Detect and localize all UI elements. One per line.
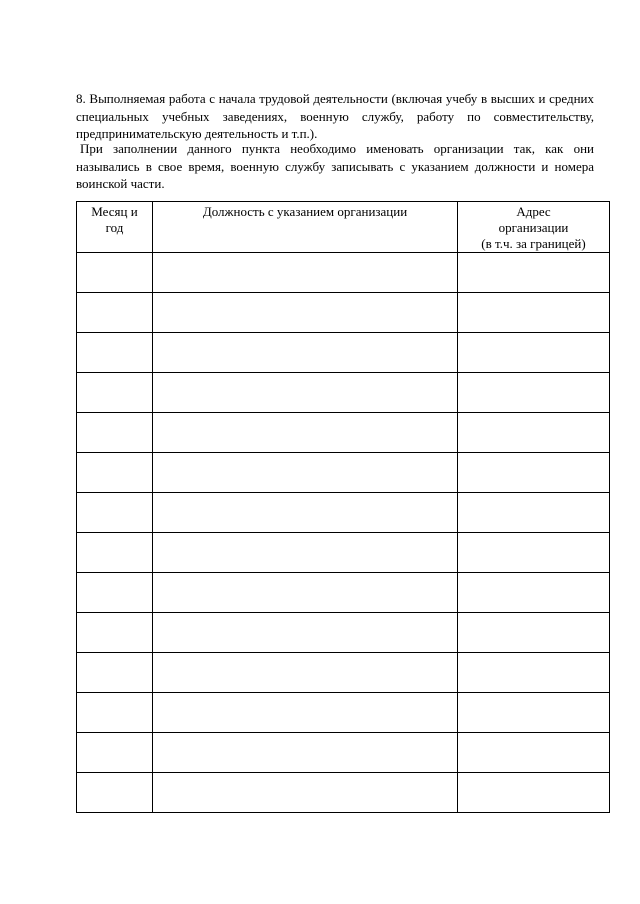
cell-address[interactable] xyxy=(458,293,610,333)
cell-position[interactable] xyxy=(153,653,458,693)
section-8-paragraph-1: 8. Выполняемая работа с начала трудовой деятельности (включая учебу в высших и средних специальных учебных заведениях, военную службу, работу по совместительству, предпринимательскую деятельность и т.п.). xyxy=(76,91,594,141)
cell-month-year[interactable] xyxy=(77,733,153,773)
cell-address[interactable] xyxy=(458,773,610,813)
cell-position[interactable] xyxy=(153,533,458,573)
header-position: Должность с указанием организации xyxy=(153,202,458,253)
table-header-row xyxy=(77,202,610,253)
header-address-line: (в т.ч. за границей) xyxy=(481,236,586,251)
header-month-year-line: Месяц и xyxy=(91,204,138,219)
cell-month-year[interactable] xyxy=(77,493,153,533)
cell-month-year[interactable] xyxy=(77,533,153,573)
cell-position[interactable] xyxy=(153,333,458,373)
table-row xyxy=(77,653,610,693)
table-row xyxy=(77,773,610,813)
table-row xyxy=(77,573,610,613)
cell-month-year[interactable] xyxy=(77,413,153,453)
table-row xyxy=(77,533,610,573)
header-address xyxy=(458,202,610,253)
cell-position[interactable] xyxy=(153,613,458,653)
cell-month-year[interactable] xyxy=(77,333,153,373)
cell-address[interactable] xyxy=(458,493,610,533)
header-month-year xyxy=(77,202,153,253)
table-row xyxy=(77,733,610,773)
header-address-line: Адрес xyxy=(516,204,551,219)
table-row xyxy=(77,253,610,293)
cell-month-year[interactable] xyxy=(77,453,153,493)
cell-position[interactable] xyxy=(153,373,458,413)
table-row xyxy=(77,693,610,733)
work-history-table xyxy=(76,201,610,813)
cell-address[interactable] xyxy=(458,613,610,653)
cell-position[interactable] xyxy=(153,253,458,293)
cell-position[interactable] xyxy=(153,693,458,733)
cell-month-year[interactable] xyxy=(77,253,153,293)
table-row xyxy=(77,493,610,533)
table-row xyxy=(77,613,610,653)
cell-month-year[interactable] xyxy=(77,573,153,613)
cell-month-year[interactable] xyxy=(77,293,153,333)
cell-position[interactable] xyxy=(153,573,458,613)
cell-month-year[interactable] xyxy=(77,613,153,653)
cell-position[interactable] xyxy=(153,493,458,533)
cell-address[interactable] xyxy=(458,693,610,733)
cell-position[interactable] xyxy=(153,293,458,333)
section-8-paragraph-2: При заполнении данного пункта необходимо именовать организации так, как они назывались в свое время, военную службу записывать с указанием должности и номера воинской части. xyxy=(76,141,594,191)
cell-address[interactable] xyxy=(458,453,610,493)
table-row xyxy=(77,413,610,453)
cell-address[interactable] xyxy=(458,653,610,693)
cell-month-year[interactable] xyxy=(77,653,153,693)
cell-address[interactable] xyxy=(458,373,610,413)
table-row xyxy=(77,453,610,493)
cell-address[interactable] xyxy=(458,533,610,573)
cell-address[interactable] xyxy=(458,253,610,293)
cell-address[interactable] xyxy=(458,573,610,613)
cell-position[interactable] xyxy=(153,453,458,493)
table-body xyxy=(77,253,610,813)
cell-address[interactable] xyxy=(458,413,610,453)
cell-month-year[interactable] xyxy=(77,373,153,413)
cell-address[interactable] xyxy=(458,333,610,373)
table-row xyxy=(77,333,610,373)
cell-position[interactable] xyxy=(153,733,458,773)
cell-month-year[interactable] xyxy=(77,693,153,733)
header-address-line: организации xyxy=(498,220,569,235)
cell-position[interactable] xyxy=(153,413,458,453)
cell-position[interactable] xyxy=(153,773,458,813)
cell-address[interactable] xyxy=(458,733,610,773)
table-row xyxy=(77,293,610,333)
header-month-year-line: год xyxy=(105,220,124,235)
cell-month-year[interactable] xyxy=(77,773,153,813)
table-row xyxy=(77,373,610,413)
